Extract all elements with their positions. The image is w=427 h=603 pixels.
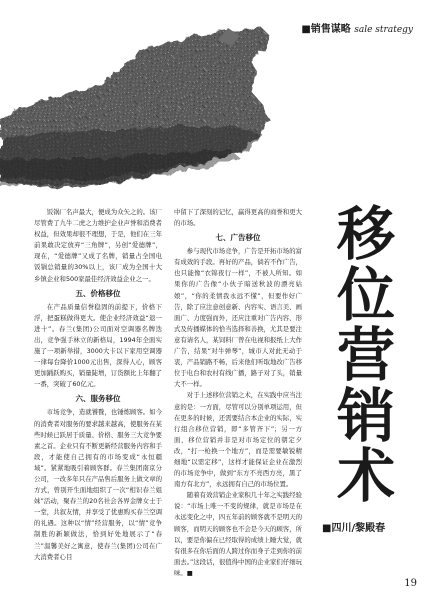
paragraph: 在产品质量信誉稳固的前提下，价格下浮，把蛋糕做得更大。使企业经济效益“退一进十”。春兰(集团)公司面对空调器名牌迭出，竞争强手林立的新格局，1994年全面实施了一项新举措，3000大卡以下家用空调器一律每台降价1000元出售，深得人心，顾客更加踊跃购买，销量陡增，订货额比上年翻了一番，突破了60亿元。 bbox=[34, 302, 162, 389]
article-column-1 bbox=[34, 207, 162, 563]
author-byline: ■四川/黎殿春 bbox=[322, 523, 386, 534]
page-number: 19 bbox=[404, 578, 417, 589]
section-header-label: ■销售谋略 bbox=[301, 24, 351, 35]
section-heading-price: 五、价格移位 bbox=[75, 288, 121, 298]
paragraph: 中留下了深刻的记忆，赢得更高的商誉和更大的市场。 bbox=[174, 208, 302, 228]
paragraph: 市场竞争，造就饕餮，也锤炼顾客。如今的消费者对服务的要求越来越高，使服务在某些时候已跃居于质量、价格、服务三大竞争要素之首。企业只有不断更新经营服务内容和手段，才能使自己拥有的市场变成“永恒疆域”。紧紧地吸引着顾客群。春兰集团南京分公司，一改多年只在产品售后服务上做文章的方式，曾别开生面地组织了一次“相识春兰姐妹”活动，聚春兰的20名社会各界金牌女士于一堂，共叙友情，并享受了优惠购买春兰空调的礼遇。这种以“情”经营服务，以“情”竞争制胜的新颖做法，恰到好处地展示了“春兰”温馨美好之寓意，使春兰(集团)公司在广大消费者心目 bbox=[34, 408, 162, 561]
section-header bbox=[301, 20, 413, 35]
paragraph: 随着有效营销企业家积几十年之实践经验说：“市场上唯一不变的规律，就是市场是在永远变化之中，四五年前的顾客就不是明天的顾客，而明天的顾客也不会是今天的顾客，所以，要是你偏在已经取得的成绩上睡大觉，就有很多在你后面的人跨过你而身子走到你的前面去。”这段话，很值得中国的企业家们仔细玩味。■ bbox=[174, 491, 302, 577]
article-column-2 bbox=[174, 207, 302, 579]
section-header-english: sale strategy bbox=[354, 25, 413, 35]
paragraph: 对于上述移位营销之术，在实践中应当注意的是：一方面，尽管可以分别单项运用，但在更多的时候，还需要结合本企业的实际，实行组合移位营销，即“多管齐下”；另一方面，移位营销并非是对市场定位的朝定夕改，“打一枪换一个地方”，而是需要敏锐精细地“以需定移”，这样才能保证企业在激烈的市场竞争中，做到“东方不亮西方亮，黑了南方有北方”，永远拥有自己的市场位置。 bbox=[174, 391, 302, 489]
title-char: 营 bbox=[336, 321, 395, 389]
paragraph: 饭锅厂名声最大，便成为众矢之的。该厂尽管费了九牛二虎之力维护企业声誉和消费者权益，但效果却很不理想，于是，他们在三年前果敢决定放弃“三角牌”，另创“爱德牌”，现在，“爱德牌”又成了名牌，销量占全国电饭锅总销量的30%以上，该厂成为全国十大乡镇企业和500家最佳经济效益企业之一。 bbox=[34, 208, 162, 283]
title-char: 位 bbox=[336, 260, 395, 329]
paragraph: 参与现代市场竞争，广告是开拓市场的富有成效的手段。再好的产品，倘若不作广告，也只能像“衣锦夜行一样”，不被人所知。如果你的广告像“小伙子暗送秋波的漂亮姑娘”，“你的柔情我永远不懂”，但要作好广告，除了应注意创意新、内容实、语言美、画面广、力度强而外，还应注重对广告内容、形式及传播媒体的恰当选择和善换，尤其是要注意有请名人，某饲料厂曾在电视和报纸上大作广告，结果“对牛弹琴”，城市人对此无动于衷，产品销路不畅，后来他们听取地改广告移位于电台和农村有线广播，路子对了头，销量大不一样。 bbox=[174, 247, 302, 389]
title-char: 销 bbox=[336, 381, 395, 450]
section-heading-service: 六、服务移位 bbox=[75, 394, 121, 404]
section-heading-advertising: 七、广告移位 bbox=[215, 233, 261, 243]
ink-wash-illustration bbox=[0, 0, 290, 200]
article-title bbox=[326, 200, 406, 510]
title-char: 移 bbox=[336, 200, 395, 268]
title-char: 术 bbox=[336, 442, 395, 510]
